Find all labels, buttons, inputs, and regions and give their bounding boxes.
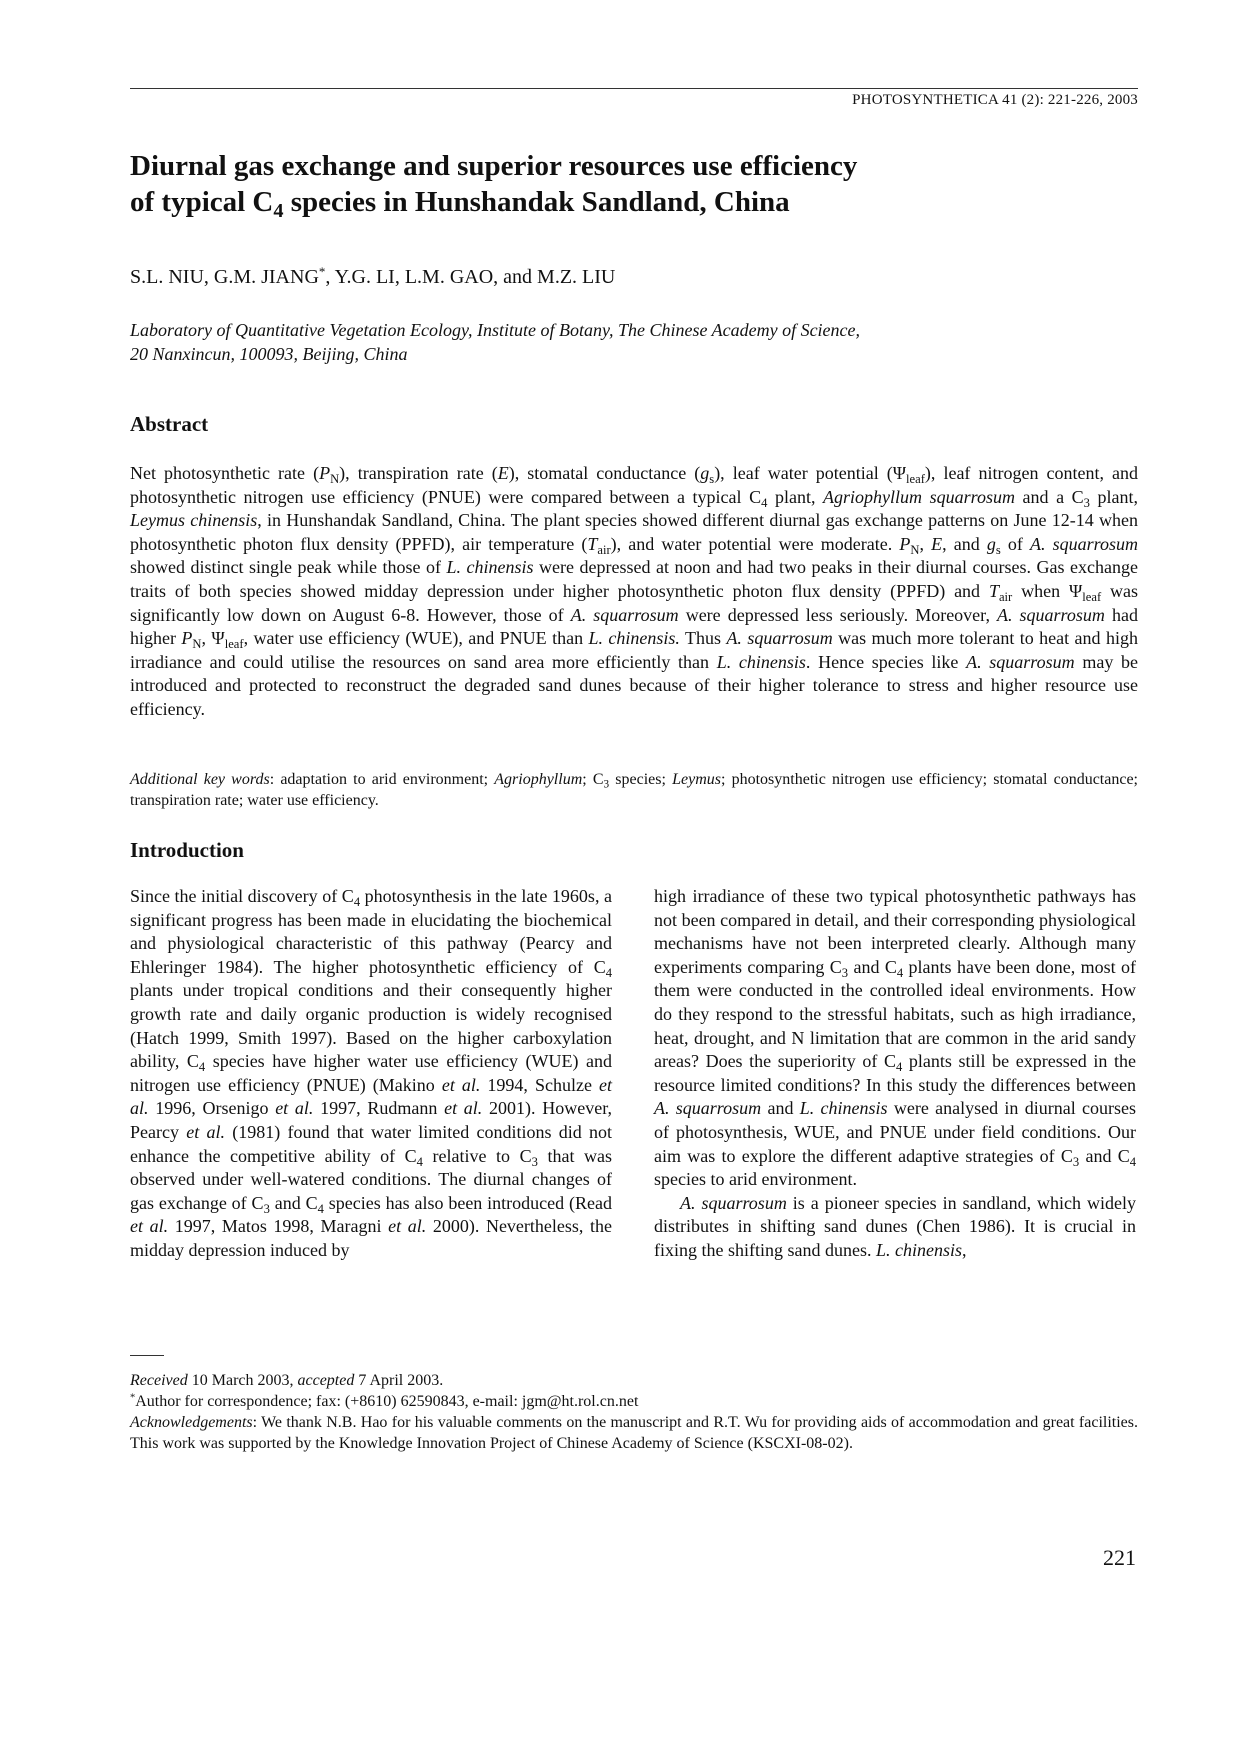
introduction-heading: Introduction: [130, 838, 244, 862]
footnote-rule: [130, 1355, 164, 1356]
intro-paragraph: high irradiance of these two typical photosynthetic pathways has not been compared in detail, and their corresponding physiological mechanisms have not been interpreted clearly. Although many experiments comparing $C_3$ and $C_4$ plants have been done, most of them were conducted in the controlled ideal environments. How do they respond to the stressful habitats, such as high irradiance, heat, drought, and N limitation that are common in the arid sandy areas? Does the superiority of $C_4$ plants still be expressed in the resource limited conditions? In this study the differences between A. squarrosum and L. chinensis were analysed in diurnal courses of photosynthesis, WUE, and PNUE under field conditions. Our aim was to explore the different adaptive strategies of $C_3$ and $C_4$ species to arid environment.: [654, 886, 1137, 1190]
footnotes: [130, 1370, 1138, 1454]
intro-paragraph: Since the initial discovery of $C_4$ photosynthesis in the late 1960s, a significant progress has been made in elucidating the biochemical and physiological characteristic of this pathway (Pearcy and Ehleringer 1984). The higher photosynthetic efficiency of $C_4$ plants under tropical conditions and their consequently higher growth rate and daily organic production is widely recognised (Hatch 1999, Smith 1997). Based on the higher carboxylation ability, $C_4$ species have higher water use efficiency (WUE) and nitrogen use efficiency (PNUE) (Makino et al. 1994, Schulze et al. 1996, Orsenigo et al. 1997, Rudmann et al. 2001). However, Pearcy et al. (1981) found that water limited conditions did not enhance the competitive ability of $C_4$ relative to $C_3$ that was observed under well-watered conditions. The diurnal changes of gas exchange of $C_3$ and $C_4$ species has also been introduced (Read et al. 1997, Matos 1998, Maragni et al. 2000). Nevertheless, the midday depression induced by: [130, 886, 612, 1260]
key-words: Additional key words: adaptation to arid environment; Agriophyllum; $C_3$ species; Leymus; photosynthetic nitrogen use efficiency; stomatal conductance; transpiration rate; water use efficiency.: [130, 771, 1138, 809]
affiliation: Laboratory of Quantitative Vegetation Ecology, Institute of Botany, The Chinese Academy of Science, 20 Nanxincun, 100093, Beijing, China: [130, 320, 861, 364]
page-number: 221: [1103, 1545, 1136, 1570]
abstract-text: Net photosynthetic rate $(P_N)$, transpiration rate (E), stomatal conductance $(g_s)$, leaf water potential $(\Psi_{leaf})$, leaf nitrogen content, and photosynthetic nitrogen use efficiency (PNUE) were compared between a typical $C_4$ plant, Agriophyllum squarrosum and a $C_3$ plant, Leymus chinensis, in Hunshandak Sandland, China. The plant species showed different diurnal gas exchange patterns on June 12-14 when photosynthetic photon flux density (PPFD), air temperature $(T_{air})$, and water potential were moderate. $P_N$, E, and $g_s$ of A. squarrosum showed distinct single peak while those of L. chinensis were depressed at noon and had two peaks in their diurnal courses. Gas exchange traits of both species showed midday depression under higher photosynthetic photon flux density (PPFD) and $T_{air}$ when $\Psi_{leaf}$ was significantly low down on August 6-8. However, those of A. squarrosum were depressed less seriously. Moreover, A. squarrosum had higher $P_N$, $\Psi_{leaf}$, water use efficiency (WUE), and PNUE than L. chinensis. Thus A. squarrosum was much more tolerant to heat and high irradiance and could utilise the resources on sand area more efficiently than L. chinensis. Hence species like A. squarrosum may be introduced and protected to reconstruct the degraded sand dunes because of their higher tolerance to stress and higher resource use efficiency.: [130, 463, 1139, 719]
author-list: S.L. NIU, G.M. JIANG*, Y.G. LI, L.M. GAO, and M.Z. LIU: [130, 263, 616, 288]
correspondence-note: *Author for correspondence; fax: (+8610) 62590843, e-mail: jgm@ht.rol.cn.net: [130, 1392, 639, 1410]
title-line-1: Diurnal gas exchange and superior resources use efficiency: [130, 150, 858, 182]
running-head: PHOTOSYNTHETICA 41 (2): 221-226, 2003: [852, 92, 1138, 108]
title-line-2: of typical $C_4$ species in Hunshandak Sandland, China: [130, 186, 790, 223]
corresponding-author-mark: *: [318, 263, 326, 279]
header-rule: [130, 88, 1138, 89]
abstract-heading: Abstract: [130, 412, 209, 436]
paper-title: [130, 148, 1030, 223]
received-note: Received 10 March 2003, accepted 7 April 2003.: [130, 1372, 444, 1389]
introduction-column-right: [654, 885, 1136, 1263]
acknowledgements: Acknowledgements: We thank N.B. Hao for his valuable comments on the manuscript and R.T. Wu for providing aids of accommodation and great facilities. This work was supported by the Knowledge Innovation Project of Chinese Academy of Science (KSCXI-08-02).: [130, 1414, 1138, 1452]
intro-paragraph: A. squarrosum is a pioneer species in sandland, which widely distributes in shifting sand dunes (Chen 1986). It is crucial in fixing the shifting sand dunes. L. chinensis,: [654, 1192, 1136, 1260]
introduction-column-left: [130, 885, 612, 1263]
